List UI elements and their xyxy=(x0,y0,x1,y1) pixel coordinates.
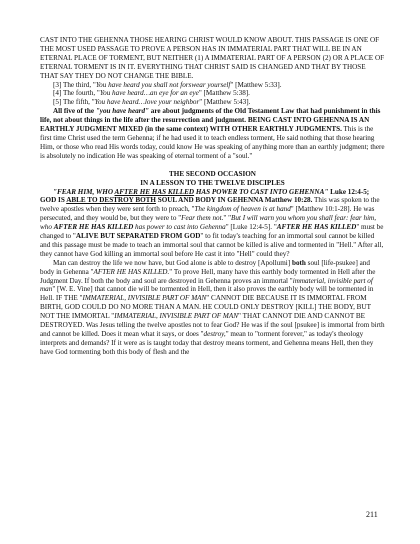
section-subheading: IN A LESSON TO THE TWELVE DISCIPLES xyxy=(140,178,285,187)
paragraph-2: All five of the "you have heard" are about judgments of the Old Testament Law that had punishment in this life, not about things in the life after the resurrection and judgment. BEING CAST INTO GEHENNA IS AN EARTHLY JUDGMENT MIXED (in the same context) WITH OTHER EARTHLY JUDGMENTS. This is the first time Christ used the term Gehenna; if he had used it to teach endless torment, He said nothing that those hearing Him, or those who read His words today, could know He was speaking of anything more than an earthly judgment; there is absolutely no indication He was speaking of eternal torment of a "soul." xyxy=(40,107,385,160)
spacer xyxy=(40,161,385,170)
paragraph-4: Man can destroy the life we now have, but God alone is able to destroy [Apollumi] both soul [life-psukee] and body in Gehenna "AFTER HE HAS KILLED." To prove Hell, many have this earthly body tormented in Hell after the Judgment Day. If both the body and soul are destroyed in Gehenna proves an immortal "immaterial, invisible part of man" [W. E. Vine] that cannot die will be tormented in Hell, then it also proves the earthly body will be tormented in Hell. IF THE "IMMATERIAL, INVISIBLE PART OF MAN" CANNOT DIE BECAUSE IT IS IMMORTAL FROM BIRTH, GOD COULD DO NO MORE THAN A MAN. HE COULD ONLY DESTROY [KILL] THE BODY, BUT NOT THE IMMORTAL "IMMATERIAL, INVISIBLE PART OF MAN" THAT CANNOT DIE AND CANNOT BE DESTROYED. Was Jesus telling the twelve apostles not to fear God? He was if the soul [psukee] is immortal from birth and cannot be killed. Does it mean what it says, or does "destroy," mean to "torment forever," as today's theology interprets and demands? If it were as is taught today that destroy means torment, and Gehenna means Hell, then they have God tormenting both this body of flesh and the xyxy=(40,258,385,356)
section-heading: THE SECOND OCCASION xyxy=(169,169,256,178)
list-item-5: [5] The fifth, "You have heard…love your neighbor" [Matthew 5:43]. xyxy=(53,98,251,107)
page-number: 211 xyxy=(366,510,378,519)
list-item-3: [3] The third, "You have heard you shall not forswear yourself" [Matthew 5:33]. xyxy=(53,80,282,89)
body-text xyxy=(40,36,385,357)
list-item-4: [4] The fourth, "You have heard…an eye for an eye" [Matthew 5:38]. xyxy=(53,89,250,98)
paragraph-1: CAST INTO THE GEHENNA THOSE HEARING CHRIST WOULD KNOW ABOUT. THIS PASSAGE IS ONE OF THE MOST USED PASSAGE TO PROVE A PERSON HAS IN IMMATERIAL PART THAT WILL BE IN AN ETERNAL PLACE OF TORMENT, BUT NEITHER (1) A IMMATERIAL PART OF A PERSON (2) OR A PLACE OF ETERNAL TORMENT IS IN IT. EVERYTHING THAT CHRIST SAID IS CHANGED AND THAT BY THOSE THAT SAY THEY DO NOT CHANGE THE BIBLE. xyxy=(40,36,385,80)
paragraph-3: "FEAR HIM, WHO AFTER HE HAS KILLED HAS POWER TO CAST INTO GEHENNA" Luke 12:4-5; GOD IS ABLE TO DESTROY BOTH SOUL AND BODY IN GEHENNA Matthew 10:28. This was spoken to the twelve apostles when they were sent forth to preach, "The kingdom of heaven is at hand" [Matthew 10:1-28]. He was persecuted, and they would be, but they were to "Fear them not." "But I will warn you whom you shall fear: fear him, who AFTER HE HAS KILLED has power to cast into Gehenna" [Luke 12:4-5]. "AFTER HE HAS KILLED" must be changed to "ALIVE BUT SEPARATED FROM GOD" to fit today's teaching for an immortal soul cannot be killed and this passage must be made to teach an immortal soul that cannot be killed is alive and tormented in "Hell." After all, they cannot have God killing an immortal soul before He cast it into "Hell" could they? xyxy=(40,187,384,258)
